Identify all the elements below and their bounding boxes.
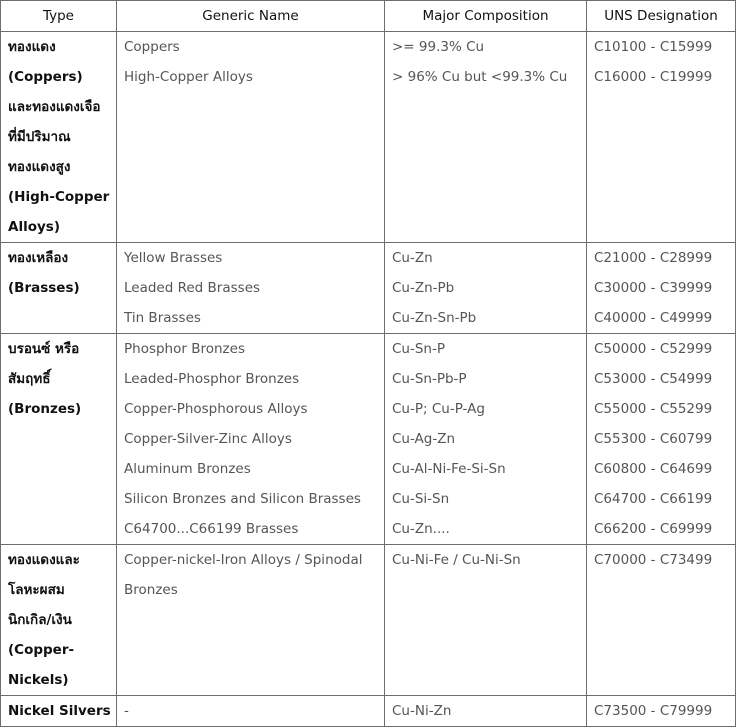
type-line: Nickels)	[8, 672, 69, 688]
type-cell	[1, 243, 117, 334]
generic-name: Coppers	[124, 39, 180, 55]
uns-designation: C50000 - C52999	[594, 341, 713, 357]
type-line: (Copper-	[8, 642, 75, 658]
composition: >= 99.3% Cu	[392, 39, 485, 55]
header-row	[1, 1, 736, 32]
type-line: Alloys)	[8, 219, 60, 235]
uns-designation: C66200 - C69999	[594, 521, 713, 537]
table-row	[1, 243, 736, 334]
type-line: (High-Copper	[8, 189, 110, 205]
generic-name: Leaded Red Brasses	[124, 280, 261, 296]
header-type: Type	[1, 1, 117, 32]
generic-name: Yellow Brasses	[124, 250, 223, 266]
type-cell	[1, 545, 117, 696]
type-line: ทองเหลือง	[8, 250, 69, 266]
table-row	[1, 545, 736, 696]
type-line: (Coppers)	[8, 69, 83, 85]
type-line: (Bronzes)	[8, 401, 82, 417]
type-line: ทองแดงและ	[8, 552, 80, 568]
generic-name: Silicon Bronzes and Silicon Brasses	[124, 491, 361, 507]
type-line: นิกเกิล/เงิน	[8, 612, 72, 628]
type-line: ทองแดง	[8, 39, 56, 55]
composition: Cu-Zn-Sn-Pb	[392, 310, 477, 326]
uns-designation: C16000 - C19999	[594, 69, 713, 85]
generic-name-cell	[117, 32, 385, 243]
composition-cell	[385, 334, 587, 545]
composition-cell	[385, 243, 587, 334]
composition: Cu-Zn-Pb	[392, 280, 455, 296]
uns-designation: C60800 - C64699	[594, 461, 713, 477]
header-uns-designation: UNS Designation	[587, 1, 736, 32]
type-line: Nickel Silvers	[8, 703, 111, 719]
uns-designation: C70000 - C73499	[594, 552, 713, 568]
uns-cell	[587, 334, 736, 545]
generic-name: Leaded-Phosphor Bronzes	[124, 371, 300, 387]
composition: Cu-Sn-P	[392, 341, 445, 357]
uns-designation: C10100 - C15999	[594, 39, 713, 55]
composition: > 96% Cu but <99.3% Cu	[392, 69, 568, 85]
composition: Cu-Al-Ni-Fe-Si-Sn	[392, 461, 506, 477]
composition: Cu-Ag-Zn	[392, 431, 456, 447]
type-line: (Brasses)	[8, 280, 80, 296]
uns-designation: C40000 - C49999	[594, 310, 713, 326]
type-line: ทองแดงสูง	[8, 159, 71, 175]
generic-name: High-Copper Alloys	[124, 69, 253, 85]
table-body	[1, 32, 736, 727]
uns-cell	[587, 243, 736, 334]
composition-cell	[385, 545, 587, 696]
uns-designation: C30000 - C39999	[594, 280, 713, 296]
composition-cell	[385, 32, 587, 243]
header-generic-name: Generic Name	[117, 1, 385, 32]
generic-name: Copper-Phosphorous Alloys	[124, 401, 308, 417]
table-row	[1, 334, 736, 545]
generic-name-cell	[117, 696, 385, 727]
generic-name-cell	[117, 243, 385, 334]
type-line: บรอนซ์ หรือ	[8, 341, 80, 357]
generic-name: Copper-Silver-Zinc Alloys	[124, 431, 292, 447]
table-row	[1, 696, 736, 727]
uns-cell	[587, 545, 736, 696]
composition: Cu-P; Cu-P-Ag	[392, 401, 485, 417]
type-line: และทองแดงเจือ	[8, 99, 101, 115]
composition: Cu-Zn	[392, 250, 433, 266]
generic-name: Aluminum Bronzes	[124, 461, 251, 477]
header-major-composition: Major Composition	[385, 1, 587, 32]
generic-name-cell	[117, 545, 385, 696]
uns-designation: C64700 - C66199	[594, 491, 713, 507]
generic-name: Tin Brasses	[124, 310, 201, 326]
uns-designation: C55300 - C60799	[594, 431, 713, 447]
type-cell	[1, 32, 117, 243]
composition: Cu-Sn-Pb-P	[392, 371, 467, 387]
type-line: ที่มีปริมาณ	[8, 129, 71, 145]
composition: Cu-Si-Sn	[392, 491, 450, 507]
generic-name: Phosphor Bronzes	[124, 341, 245, 357]
uns-cell	[587, 32, 736, 243]
uns-designation: C21000 - C28999	[594, 250, 713, 266]
table-row	[1, 32, 736, 243]
uns-cell	[587, 696, 736, 727]
composition: Cu-Zn....	[392, 521, 450, 537]
generic-name: Bronzes	[124, 582, 178, 598]
uns-designation: C55000 - C55299	[594, 401, 713, 417]
type-line: โลหะผสม	[8, 582, 65, 598]
generic-name-cell	[117, 334, 385, 545]
uns-designation: C73500 - C79999	[594, 703, 713, 719]
type-line: สัมฤทธิ์	[8, 371, 51, 387]
generic-name: -	[124, 703, 129, 719]
composition: Cu-Ni-Zn	[392, 703, 452, 719]
type-cell	[1, 334, 117, 545]
uns-designation: C53000 - C54999	[594, 371, 713, 387]
type-cell	[1, 696, 117, 727]
generic-name: C64700...C66199 Brasses	[124, 521, 299, 537]
composition: Cu-Ni-Fe / Cu-Ni-Sn	[392, 552, 521, 568]
generic-name: Copper-nickel-Iron Alloys / Spinodal	[124, 552, 363, 568]
composition-cell	[385, 696, 587, 727]
